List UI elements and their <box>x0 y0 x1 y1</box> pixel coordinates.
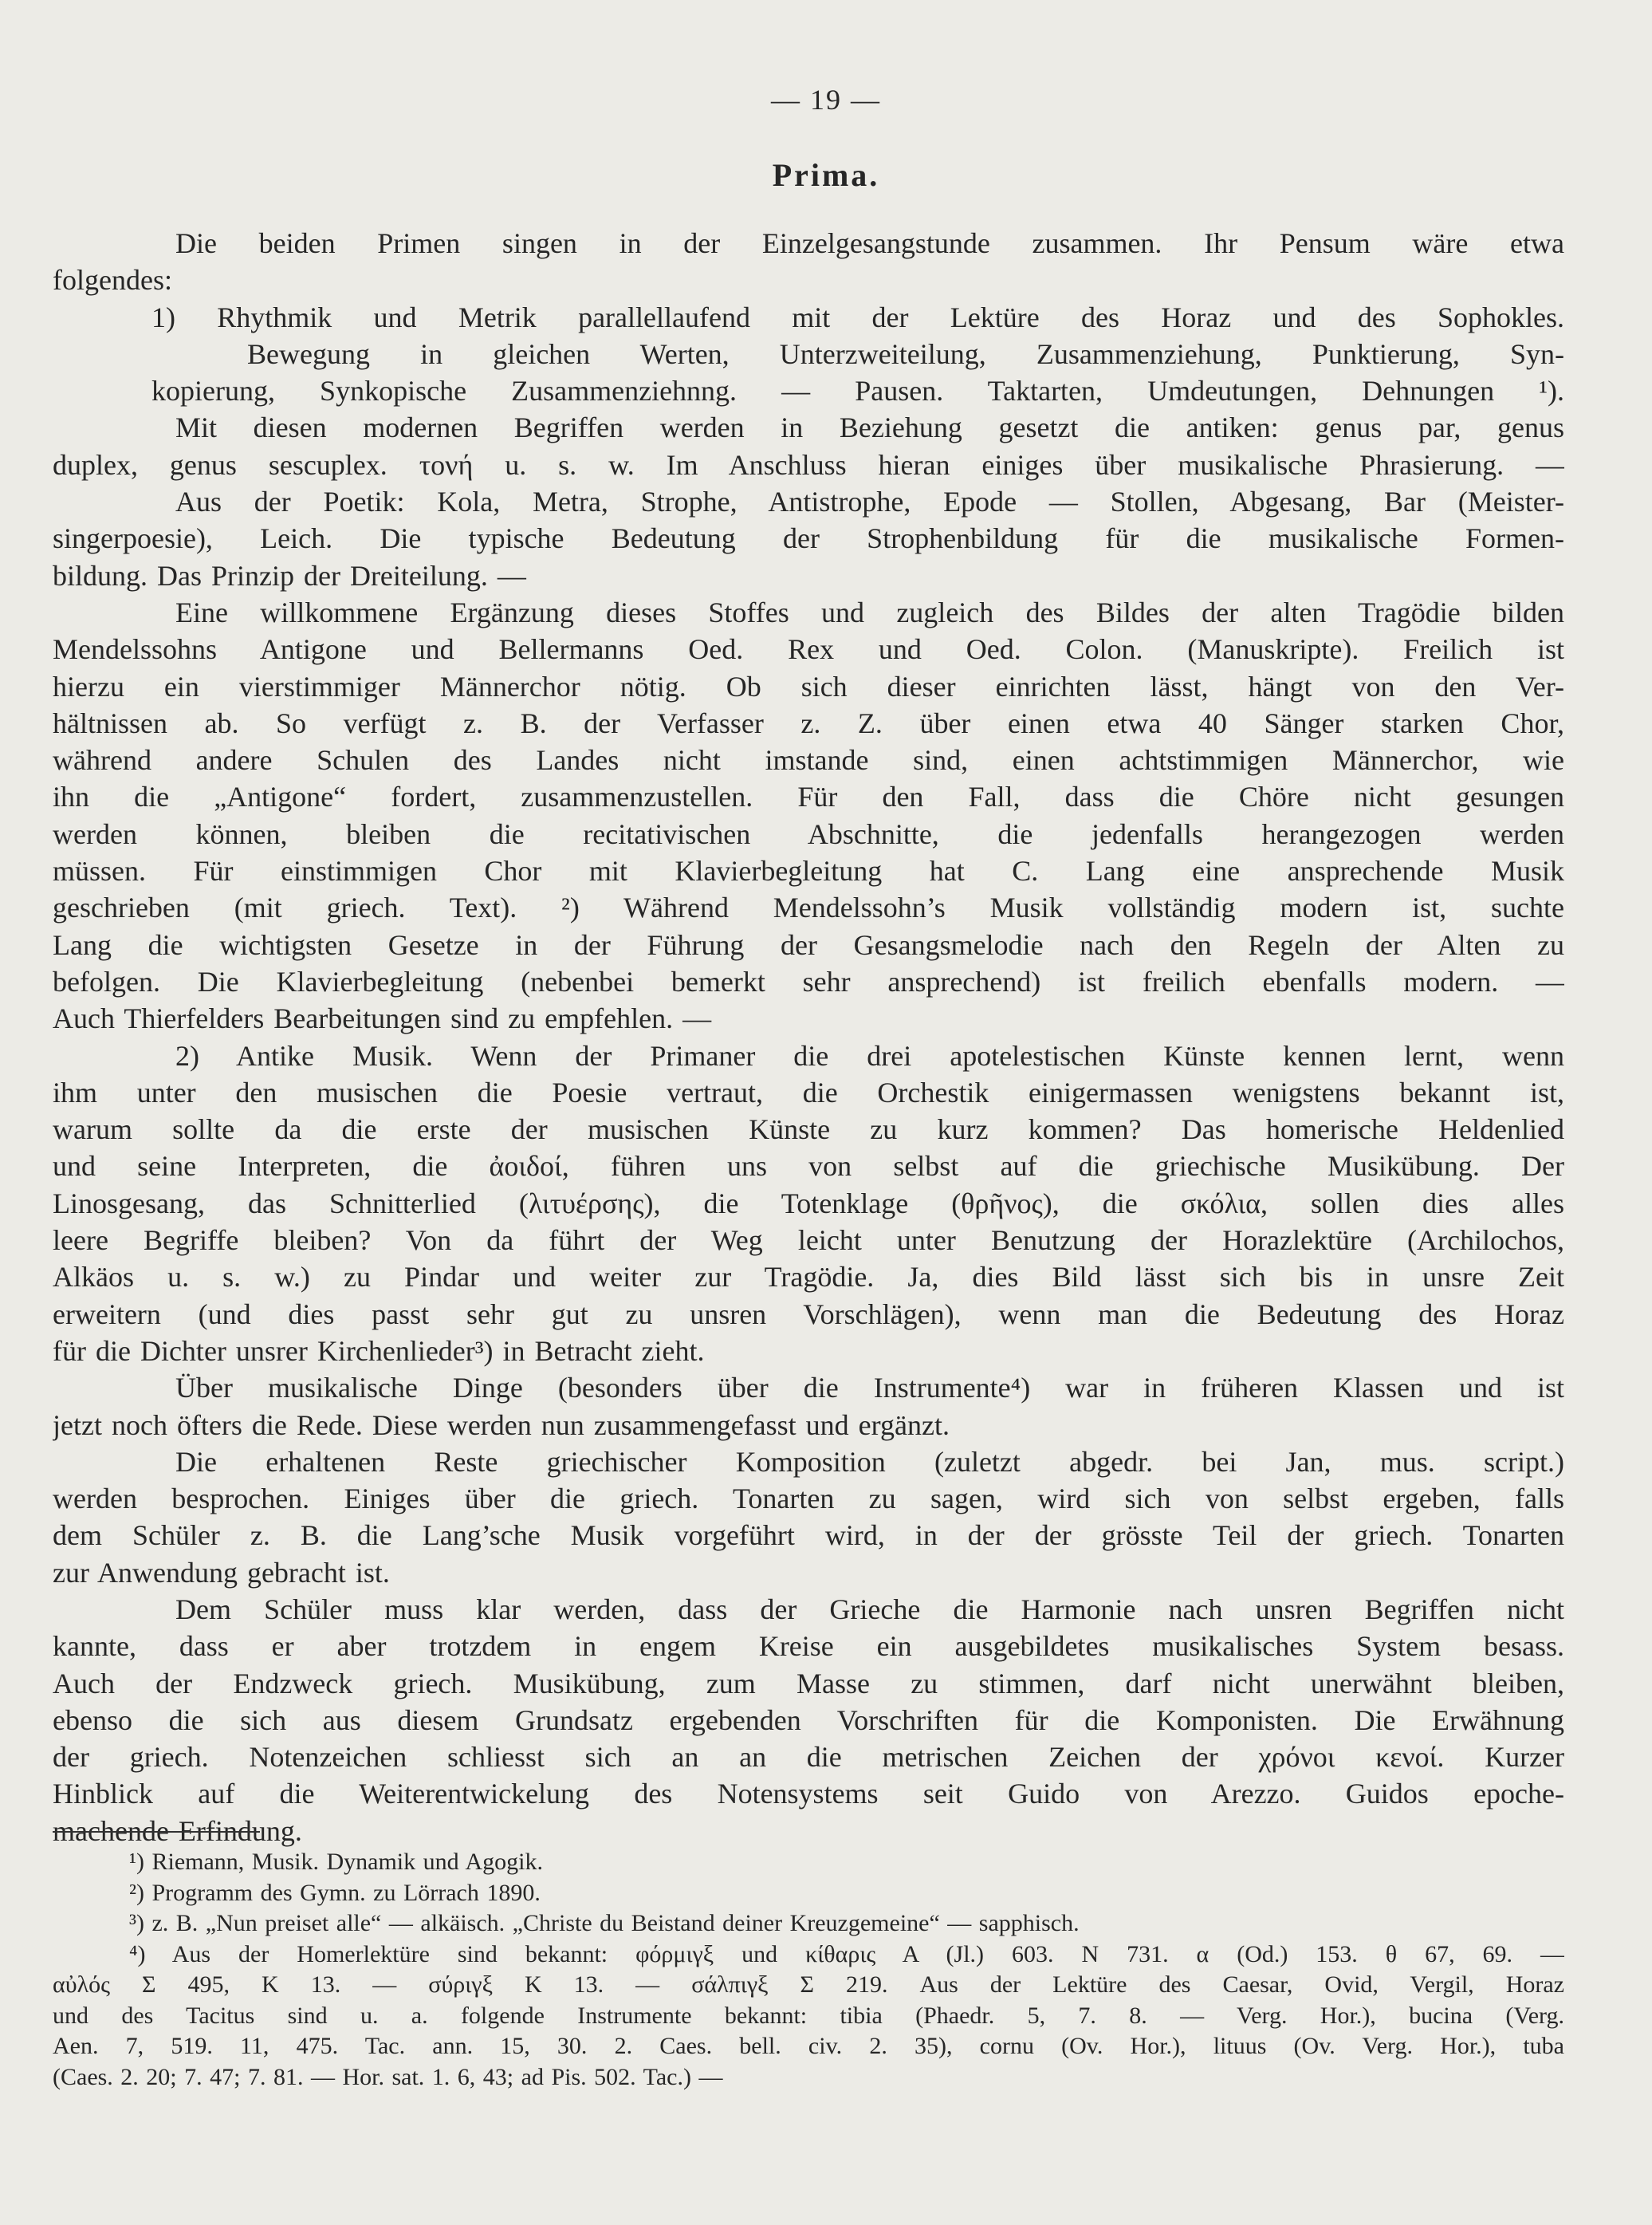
text-line: kannte, dass er aber trotzdem in engem Kreise ein ausgebildetes musikalisches System besass. <box>53 1630 1564 1663</box>
footnote-line: αὐλός Σ 495, Κ 13. — σύριγξ Κ 13. — σάλπιγξ Σ 219. Aus der Lektüre des Caesar, Ovid, Vergil, Horaz <box>53 1971 1564 1998</box>
text-line: leere Begriffe bleiben? Von da führt der Weg leicht unter Benutzung der Horazlektüre (Archilochos, <box>53 1224 1564 1257</box>
text-line: werden können, bleiben die recitativischen Abschnitte, die jedenfalls herangezogen werden <box>53 817 1564 850</box>
text-line: Mit diesen modernen Begriffen werden in Beziehung gesetzt die antiken: genus par, genus <box>175 412 1564 444</box>
text-line: Lang die wichtigsten Gesetze in der Führung der Gesangsmelodie nach den Regeln der Alten zu <box>53 928 1564 961</box>
text-line: Auch Thierfelders Bearbeitungen sind zu empfehlen. — <box>53 1002 712 1035</box>
text-line: zur Anwendung gebracht ist. <box>53 1556 390 1589</box>
section-title: Prima. <box>772 157 880 193</box>
text-line: Die erhaltenen Reste griechischer Komposition (zuletzt abgedr. bei Jan, mus. script.) <box>175 1445 1564 1478</box>
footnote-line: ⁴) Aus der Homerlektüre sind bekannt: φόρμιγξ und κίθαρις Α (Jl.) 603. Ν 731. α (Od.) 153. θ 67, 69. — <box>129 1940 1564 1967</box>
text-line: Die beiden Primen singen in der Einzelgesangstunde zusammen. Ihr Pensum wäre etwa <box>175 227 1564 259</box>
footnote-line: Aen. 7, 519. 11, 475. Tac. ann. 15, 30. 2. Caes. bell. civ. 2. 35), cornu (Ov. Hor.), lituus (Ov. Verg. Hor.), tuba <box>53 2033 1564 2059</box>
footnote-divider <box>53 1831 260 1833</box>
text-line: folgendes: <box>53 264 172 297</box>
text-line: Aus der Poetik: Kola, Metra, Strophe, Antistrophe, Epode — Stollen, Abgesang, Bar (Meister- <box>175 486 1564 518</box>
text-line: erweitern (und dies passt sehr gut zu unsren Vorschlägen), wenn man die Bedeutung des Horaz <box>53 1298 1564 1330</box>
footnote-line: ³) z. B. „Nun preiset alle“ — alkäisch. „Christe du Beistand deiner Kreuzgemeine“ — sapphisch. <box>129 1910 1080 1936</box>
text-line: Bewegung in gleichen Werten, Unterzweiteilung, Zusammenziehung, Punktierung, Syn- <box>247 337 1564 370</box>
text-line: Alkäos u. s. w.) zu Pindar und weiter zur Tragödie. Ja, dies Bild lässt sich bis in unsre Zeit <box>53 1261 1564 1294</box>
text-line: geschrieben (mit griech. Text). ²) Während Mendelssohn’s Musik vollständig modern ist, suchte <box>53 892 1564 924</box>
text-line: Dem Schüler muss klar werden, dass der Grieche die Harmonie nach unsren Begriffen nicht <box>175 1593 1564 1625</box>
text-line: ihm unter den musischen die Poesie vertraut, die Orchestik einigermassen wenigstens bekannt ist, <box>53 1076 1564 1109</box>
text-line: Hinblick auf die Weiterentwickelung des Notensystems seit Guido von Arezzo. Guidos epoche- <box>53 1778 1564 1810</box>
text-line: singerpoesie), Leich. Die typische Bedeutung der Strophenbildung für die musikalische Formen- <box>53 522 1564 555</box>
footnotes <box>53 1847 1564 2093</box>
text-line: 1) Rhythmik und Metrik parallellaufend mit der Lektüre des Horaz und des Sophokles. <box>151 301 1564 333</box>
text-line: Auch der Endzweck griech. Musikübung, zum Masse zu stimmen, darf nicht unerwähnt bleiben, <box>53 1667 1564 1699</box>
text-line: bildung. Das Prinzip der Dreiteilung. — <box>53 559 526 592</box>
text-line: dem Schüler z. B. die Lang’sche Musik vorgeführt wird, in der der grösste Teil der griech. Tonarten <box>53 1519 1564 1552</box>
text-line: Eine willkommene Ergänzung dieses Stoffes und zugleich des Bildes der alten Tragödie bilden <box>175 596 1564 628</box>
main-text <box>53 225 1564 1849</box>
text-line: 2) Antike Musik. Wenn der Primaner die drei apotelestischen Künste kennen lernt, wenn <box>175 1039 1564 1072</box>
text-line: werden besprochen. Einiges über die griech. Tonarten zu sagen, wird sich von selbst ergeben, falls <box>53 1483 1564 1515</box>
text-line: Über musikalische Dinge (besonders über die Instrumente⁴) war in früheren Klassen und ist <box>175 1372 1564 1404</box>
text-line: ebenso die sich aus diesem Grundsatz ergebenden Vorschriften für die Komponisten. Die Erwähnung <box>53 1703 1564 1736</box>
page-number: — 19 — <box>771 84 881 116</box>
text-line: befolgen. Die Klavierbegleitung (nebenbei bemerkt sehr ansprechend) ist freilich ebenfalls modern. — <box>53 965 1564 998</box>
footnote-line: und des Tacitus sind u. a. folgende Instrumente bekannt: tibia (Phaedr. 5, 7. 8. — Verg. Hor.), bucina (Verg. <box>53 2002 1564 2029</box>
text-line: hältnissen ab. So verfügt z. B. der Verfasser z. Z. über einen etwa 40 Sänger starken Chor, <box>53 707 1564 739</box>
text-line: Mendelssohns Antigone und Bellermanns Oed. Rex und Oed. Colon. (Manuskripte). Freilich ist <box>53 633 1564 666</box>
text-line: Linosgesang, das Schnitterlied (λιτυέρσης), die Totenklage (θρῆνος), die σκόλια, sollen dies alles <box>53 1187 1564 1219</box>
footnote-line: ²) Programm des Gymn. zu Lörrach 1890. <box>129 1879 541 1906</box>
text-line: ihn die „Antigone“ fordert, zusammenzustellen. Für den Fall, dass die Chöre nicht gesungen <box>53 781 1564 813</box>
text-line: der griech. Notenzeichen schliesst sich an an die metrischen Zeichen der χρόνοι κενοί. Kurzer <box>53 1741 1564 1774</box>
text-line: duplex, genus sescuplex. τονή u. s. w. Im Anschluss hieran einiges über musikalische Phrasierung. — <box>53 448 1564 481</box>
text-line: müssen. Für einstimmigen Chor mit Klavierbegleitung hat C. Lang eine ansprechende Musik <box>53 855 1564 888</box>
footnote-line: (Caes. 2. 20; 7. 47; 7. 81. — Hor. sat. 1. 6, 43; ad Pis. 502. Tac.) — <box>53 2063 723 2090</box>
text-line: warum sollte da die erste der musischen Künste zu kurz kommen? Das homerische Heldenlied <box>53 1113 1564 1146</box>
text-line: für die Dichter unsrer Kirchenlieder³) in Betracht zieht. <box>53 1334 705 1367</box>
text-line: hierzu ein vierstimmiger Männerchor nötig. Ob sich dieser einrichten lässt, hängt von den Ver- <box>53 670 1564 703</box>
text-line: und seine Interpreten, die ἀοιδοί, führen uns von selbst auf die griechische Musikübung. Der <box>53 1150 1564 1183</box>
text-line: jetzt noch öfters die Rede. Diese werden nun zusammengefasst und ergänzt. <box>53 1408 950 1441</box>
text-line: kopierung, Synkopische Zusammenziehnng. — Pausen. Taktarten, Umdeutungen, Dehnungen ¹). <box>151 375 1564 408</box>
text-line: machende Erfindung. <box>53 1814 302 1847</box>
footnote-line: ¹) Riemann, Musik. Dynamik und Agogik. <box>129 1849 543 1875</box>
text-line: während andere Schulen des Landes nicht imstande sind, einen achtstimmigen Männerchor, wie <box>53 744 1564 777</box>
